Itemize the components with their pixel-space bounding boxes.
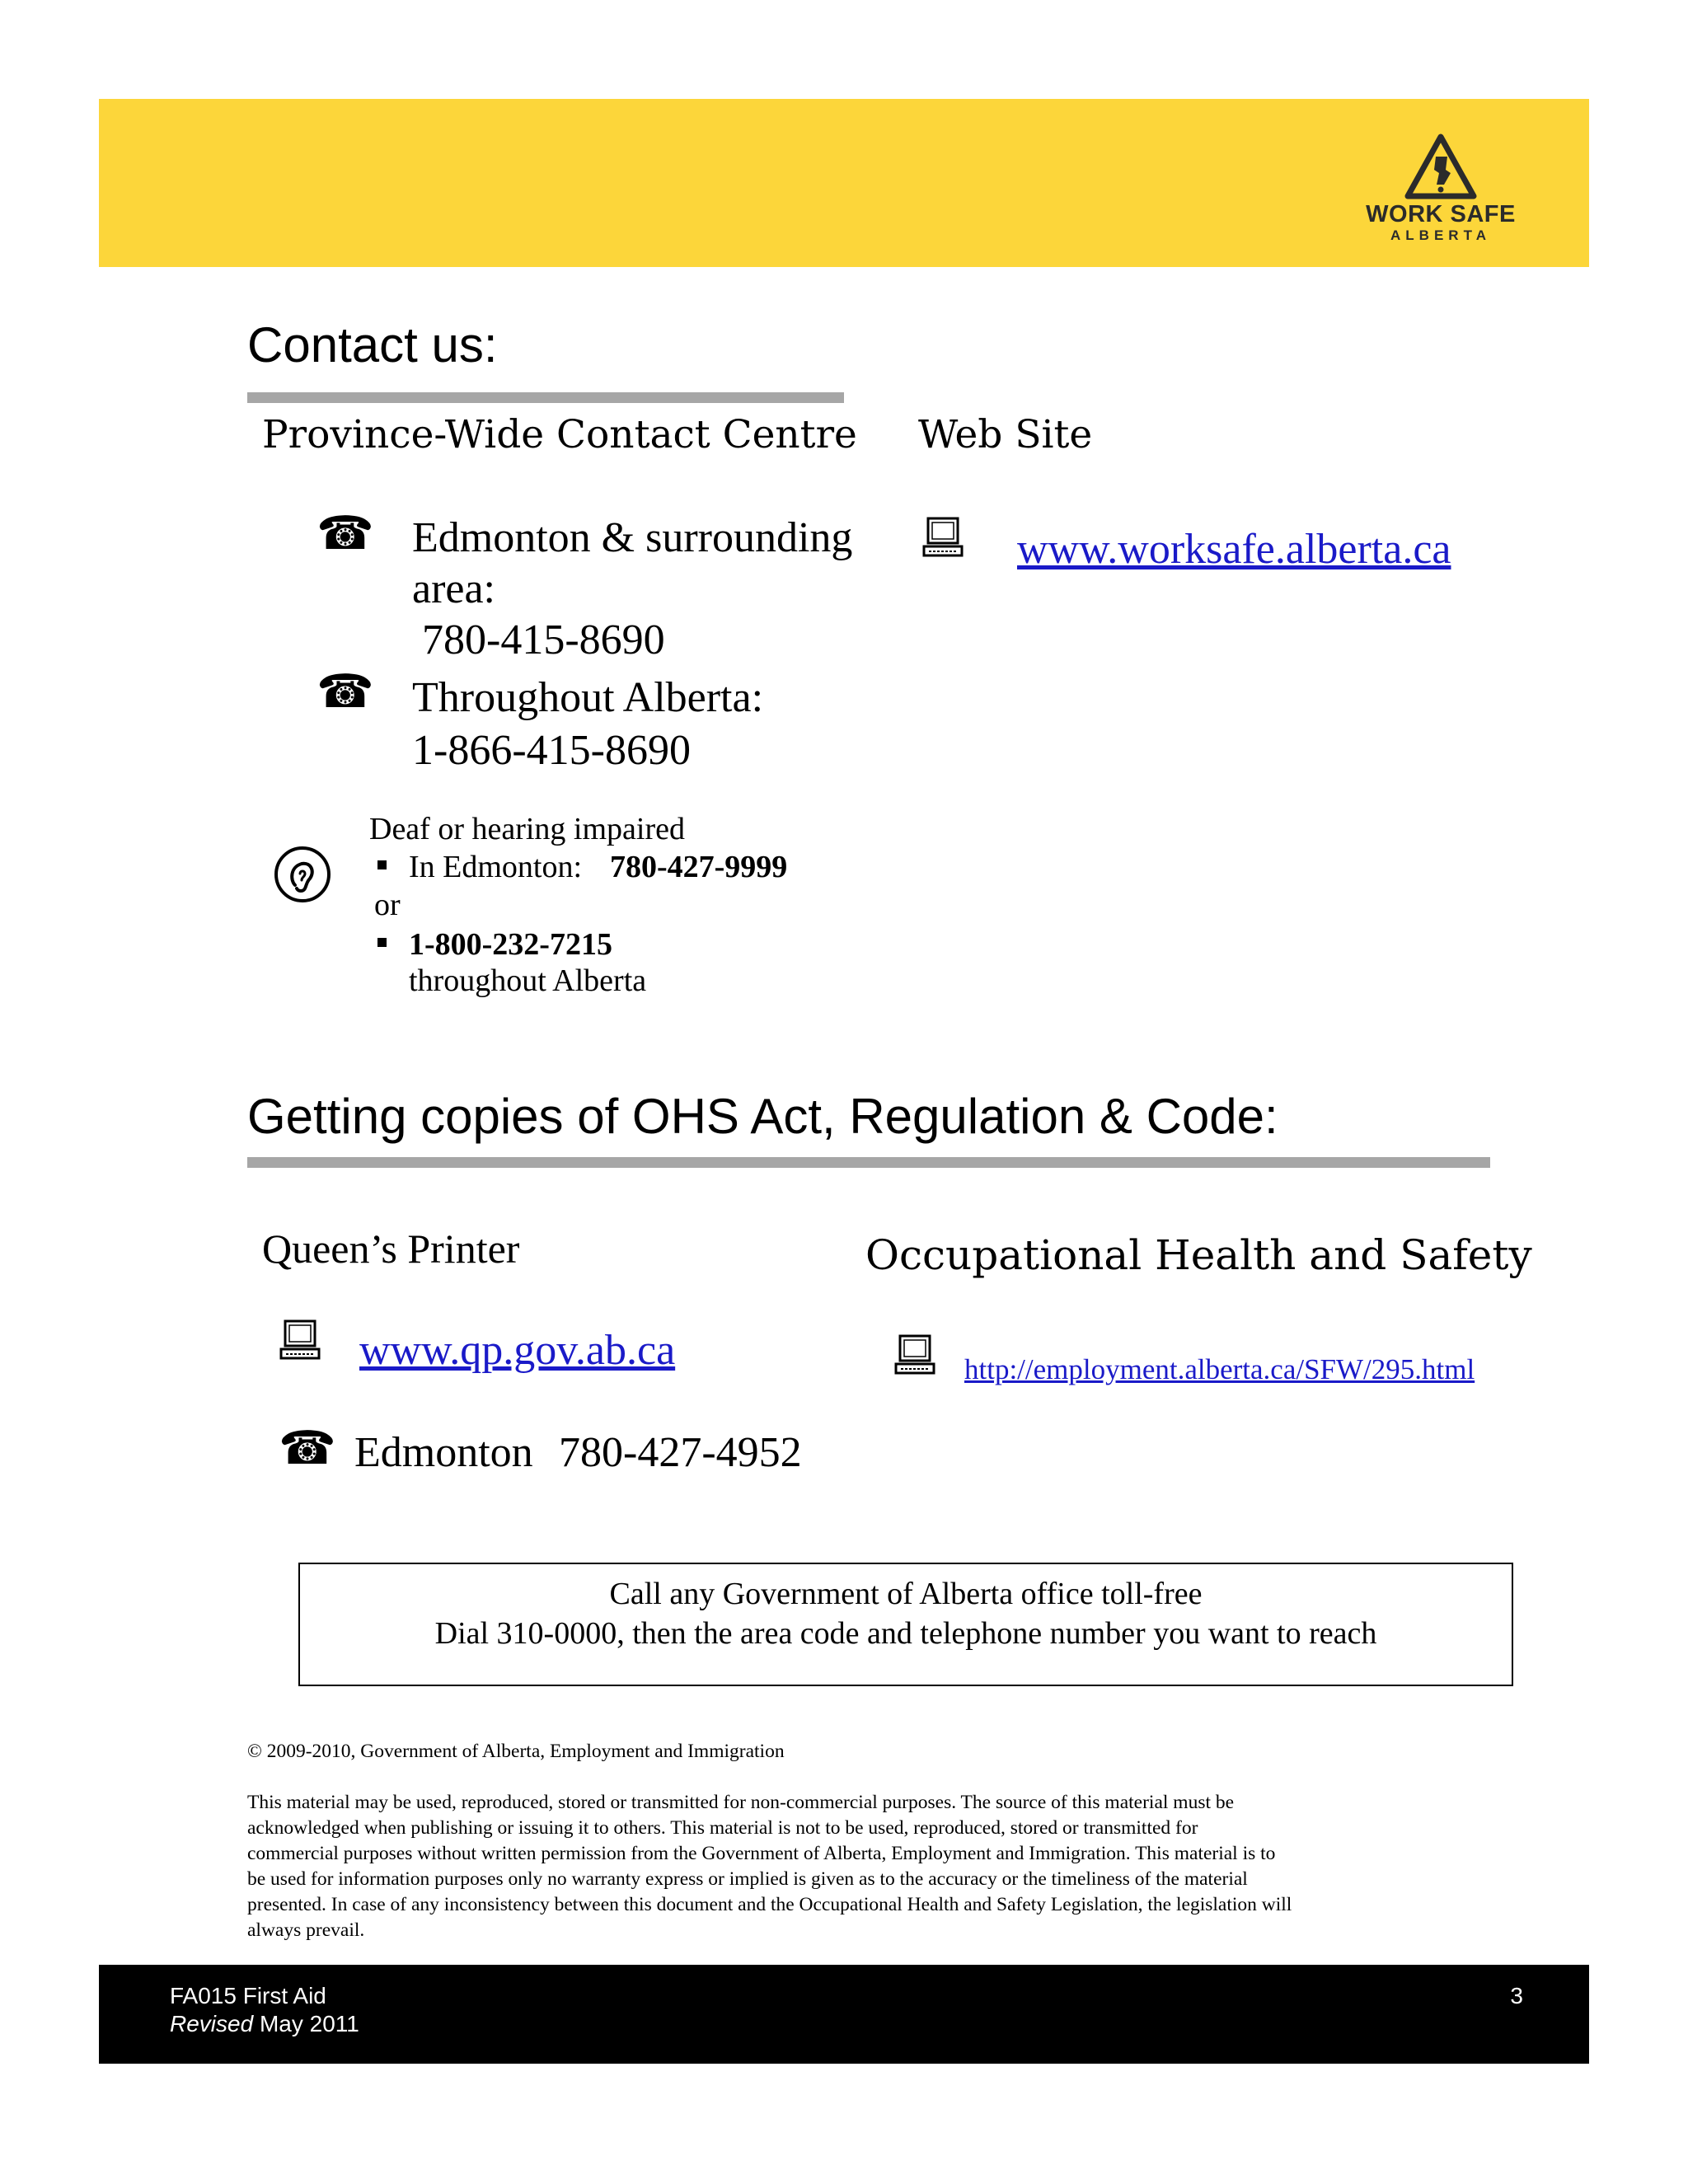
edmonton-label-2: area: — [412, 565, 496, 612]
footer-page-number: 3 — [1510, 1983, 1523, 2008]
computer-icon — [279, 1319, 321, 1361]
computer-icon — [921, 516, 964, 559]
usage-terms-line: always prevail. — [247, 1919, 365, 1941]
worksafe-website-link[interactable]: www.worksafe.alberta.ca — [1017, 526, 1451, 573]
footer-doc-title: FA015 First Aid — [170, 1983, 326, 2008]
web-site-title: Web Site — [918, 412, 1093, 457]
logo-line-1: WORK SAFE — [1366, 201, 1516, 227]
usage-terms-line: acknowledged when publishing or issuing it to others. This material is not to be used, reproduced, stored or transmitted for — [247, 1817, 1198, 1839]
copies-heading-rule — [247, 1157, 1490, 1168]
qp-phone-number: 780-427-4952 — [559, 1429, 802, 1476]
callbox-line-1: Call any Government of Alberta office toll-free — [609, 1577, 1203, 1611]
deaf-or: or — [374, 888, 401, 922]
usage-terms — [247, 1790, 1533, 1943]
work-safe-alberta-logo — [1358, 132, 1523, 247]
telephone-icon: ☎ — [279, 1423, 336, 1474]
copies-heading: Getting copies of OHS Act, Regulation & Code: — [247, 1089, 1278, 1144]
contact-heading: Contact us: — [247, 317, 498, 373]
usage-terms-line: be used for information purposes only no warranty express or implied is given as to the accuracy or the timeliness of the material — [247, 1868, 1248, 1890]
footer-revised-date: May 2011 — [259, 2011, 359, 2036]
deaf-edmonton-number: 780-427-9999 — [610, 850, 788, 884]
telephone-icon: ☎ — [316, 667, 374, 718]
deaf-tollfree-number: 1-800-232-7215 — [409, 927, 612, 962]
toll-free-callout-box — [298, 1563, 1513, 1686]
bullet — [377, 860, 387, 869]
copyright-notice: © 2009-2010, Government of Alberta, Employment and Immigration — [247, 1741, 785, 1762]
footer-revised-word: Revised — [170, 2011, 254, 2036]
edmonton-label-1: Edmonton & surrounding — [412, 514, 853, 561]
qp-phone-label: Edmonton — [354, 1429, 533, 1476]
usage-terms-line: commercial purposes without written permission from the Government of Alberta, Employment and Immigration. This material is to — [247, 1843, 1276, 1864]
computer-icon — [893, 1333, 936, 1376]
contact-heading-rule — [247, 392, 844, 403]
telephone-icon: ☎ — [316, 509, 374, 560]
ohs-link[interactable]: http://employment.alberta.ca/SFW/295.html — [964, 1353, 1475, 1385]
bullet — [377, 938, 387, 947]
edmonton-number: 780-415-8690 — [422, 616, 665, 663]
deaf-title: Deaf or hearing impaired — [369, 812, 685, 846]
province-contact-title: Province-Wide Contact Centre — [262, 412, 857, 457]
hearing-impaired-ear-icon — [272, 844, 333, 905]
ohs-title: Occupational Health and Safety — [865, 1231, 1532, 1279]
deaf-edmonton-label: In Edmonton: — [409, 850, 583, 884]
alberta-label: Throughout Alberta: — [412, 674, 764, 721]
queens-printer-link[interactable]: www.qp.gov.ab.ca — [359, 1327, 676, 1374]
footer-bar — [99, 1965, 1589, 2064]
callbox-line-2: Dial 310-0000, then the area code and telephone number you want to reach — [434, 1616, 1377, 1651]
warning-triangle-icon — [1358, 132, 1523, 201]
logo-line-2: ALBERTA — [1390, 227, 1491, 243]
deaf-tollfree-label: throughout Alberta — [409, 963, 647, 998]
usage-terms-line: This material may be used, reproduced, stored or transmitted for non-commercial purposes. The source of this material must be — [247, 1792, 1235, 1813]
footer-revised — [170, 2011, 359, 2037]
usage-terms-line: presented. In case of any inconsistency between this document and the Occupational Health and Safety Legislation, the legislation will — [247, 1894, 1292, 1915]
alberta-number: 1-866-415-8690 — [412, 727, 691, 774]
queens-printer-title: Queen’s Printer — [262, 1226, 520, 1272]
